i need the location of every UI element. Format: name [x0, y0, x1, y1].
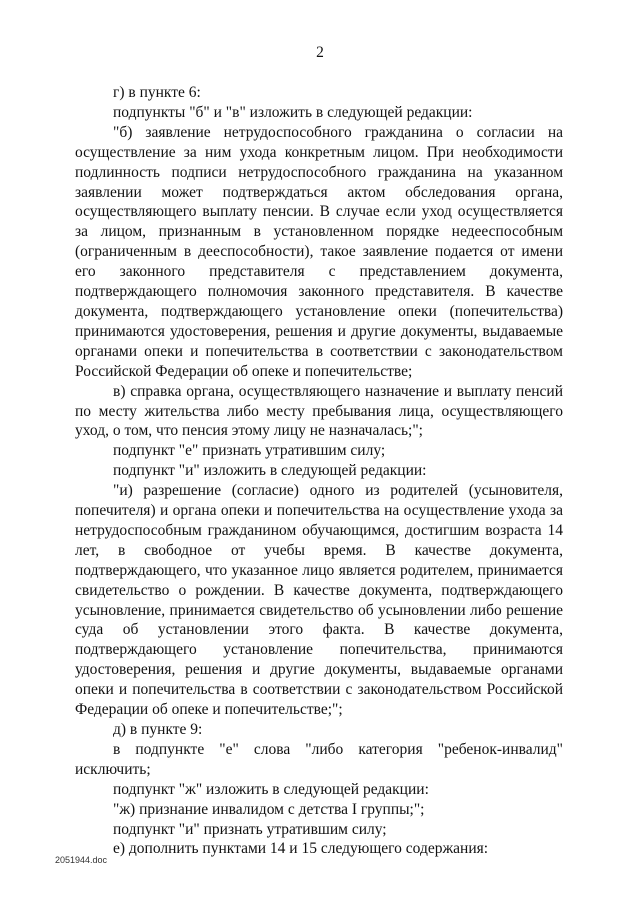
paragraph: д) в пункте 9:: [113, 721, 203, 738]
paragraph: подпункт "и" изложить в следующей редакции:: [113, 462, 427, 480]
document-body: [75, 83, 563, 859]
paragraph: г) в пункте 6:: [113, 84, 201, 101]
paragraph: в) справка органа, осуществляющего назначение и выплату пенсий по месту жительства либо месту пребывания лица, осуществляющего уход, о том, что пенсия этому лицу не назначалась;";: [75, 382, 563, 440]
paragraph: "б) заявление нетрудоспособного гражданина о согласии на осуществление за ним ухода конкретным лицом. При необходимости подлинность подписи нетрудоспособного гражданина на указанном заявлении может подтверждаться актом обследования органа, осуществляющего выплату пенсии. В случае если уход осуществляется за лицом, признанным в установленном порядке недееспособным (ограниченным в дееспособности), такое заявление подается от имени его законного представителя с представлением документа, подтверждающего полномочия законного представителя. В качестве документа, подтверждающего установление опеки (попечительства) принимаются удостоверения, решения и другие документы, выдаваемые органами опеки и попечительства в соответствии с законодательством Российской Федерации об опеке и попечительстве;: [75, 123, 563, 380]
paragraph: подпункт "и" признать утратившим силу;: [113, 820, 387, 838]
paragraph: подпункты "б" и "в" изложить в следующей редакции:: [113, 103, 473, 121]
paragraph: подпункт "ж" изложить в следующей редакции:: [113, 780, 429, 798]
page-number: 2: [316, 44, 324, 61]
paragraph: в подпункте "е" слова "либо категория "ребенок-инвалид" исключить;: [75, 740, 563, 778]
paragraph: е) дополнить пунктами 14 и 15 следующего содержания:: [113, 840, 489, 858]
paragraph: "ж) признание инвалидом с детства I группы;";: [113, 800, 425, 818]
paragraph: "и) разрешение (согласие) одного из родителей (усыновителя, попечителя) и органа опеки и попечительства на осуществление ухода за нетрудоспособным гражданином обучающимся, достигшим возраста 14 лет, в свободное от учебы время. В качестве документа, подтверждающего, что указанное лицо является родителем, принимается свидетельство о рождении. В качестве документа, подтверждающего усыновление, принимается свидетельство об усыновлении либо решение суда об установлении этого факта. В качестве документа, подтверждающего установление попечительства, принимаются удостоверения, решения и другие документы, выдаваемые органами опеки и попечительства в соответствии с законодательством Российской Федерации об опеке и попечительстве;";: [75, 482, 563, 719]
paragraph: подпункт "е" признать утратившим силу;: [113, 442, 386, 460]
footer-filename: 2051944.doc: [55, 855, 108, 865]
